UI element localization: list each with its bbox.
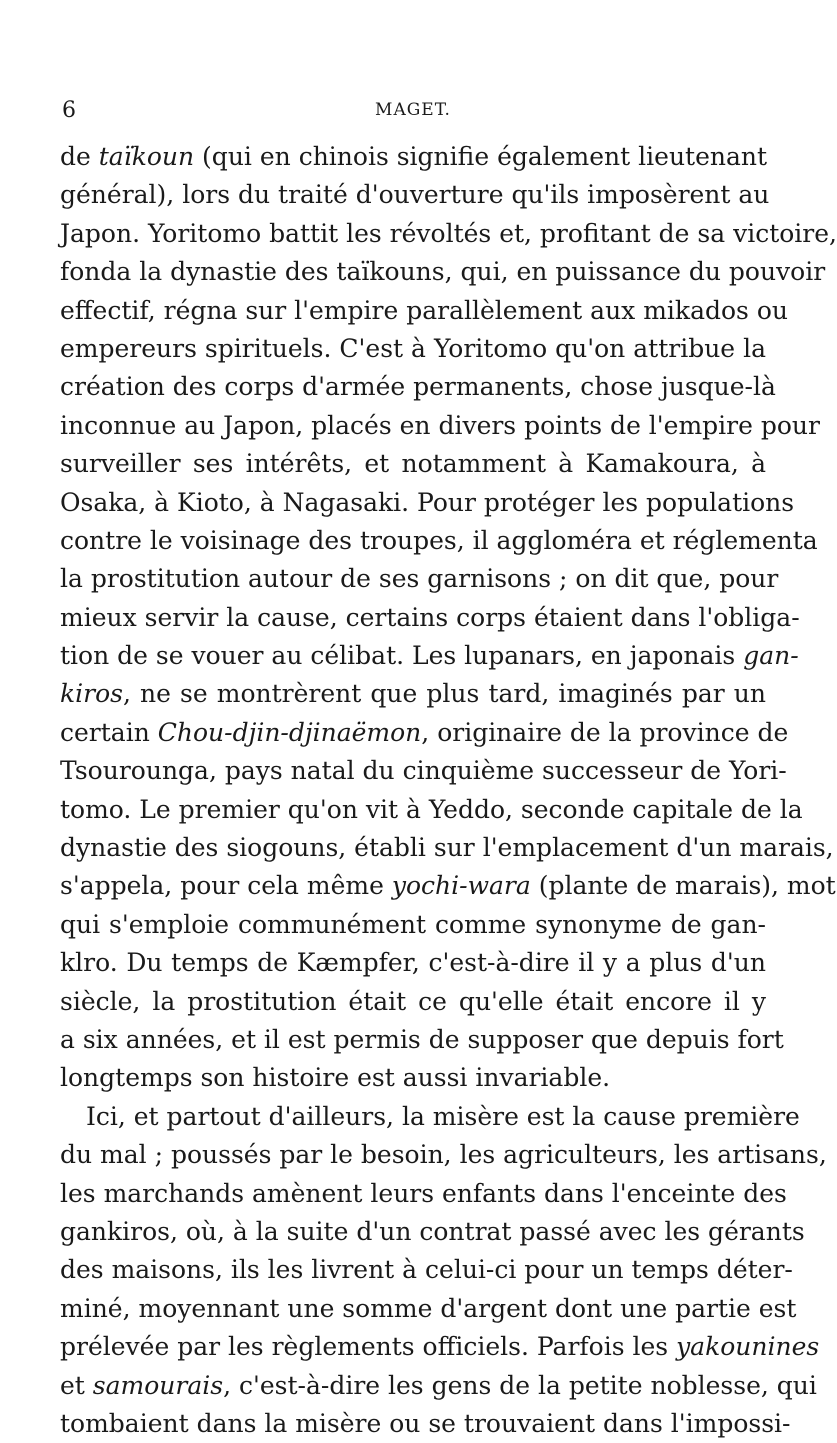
page-number: 6 [62,98,76,123]
text-line: effectif, régna sur l'empire parallèlement aux mikados ou [60,295,788,325]
text-line: de taïkoun (qui en chinois signifie également lieutenant [60,142,768,171]
text-line: tombaient dans la misère ou se trouvaient dans l'impossi- [60,1408,791,1438]
text-line: klro. Du temps de Kæmpfer, c'est-à-dire il y a plus d'un [60,948,766,978]
text-line: Ici, et partout d'ailleurs, la misère est la cause première [86,1101,800,1131]
text-line: création des corps d'armée permanents, chose jusque-là [60,372,776,402]
text-line: la prostitution autour de ses garnisons ; on dit que, pour [60,564,779,594]
text-line: empereurs spirituels. C'est à Yoritomo qu'on attribue la [60,333,766,363]
text-line: tion de se vouer au célibat. Les lupanars, en japonais gan- [60,641,799,671]
text-line: gankiros, où, à la suite d'un contrat passé avec les gérants [60,1216,805,1246]
text-line: Japon. Yoritomo battit les révoltés et, profitant de sa victoire, [60,218,837,248]
text-line: inconnue au Japon, placés en divers points de l'empire pour [60,410,820,440]
page-header [60,98,766,134]
text-line: et samourais, c'est-à-dire les gens de la petite noblesse, qui [60,1370,817,1400]
text-line: mieux servir la cause, certains corps étaient dans l'obliga- [60,602,800,632]
text-line: Osaka, à Kioto, à Nagasaki. Pour protéger les populations [60,487,795,517]
text-line: tomo. Le premier qu'on vit à Yeddo, seconde capitale de la [60,794,803,824]
text-line: qui s'emploie communément comme synonyme de gan- [60,909,766,939]
text-line: s'appela, pour cela même yochi-wara (plante de marais), mot [60,871,836,901]
text-line: siècle, la prostitution était ce qu'elle était encore il y [60,986,766,1016]
text-line: du mal ; poussés par le besoin, les agriculteurs, les artisans, [60,1140,827,1170]
text-line: Tsourounga, pays natal du cinquième successeur de Yori- [60,756,787,786]
text-line: kiros, ne se montrèrent que plus tard, imaginés par un [60,679,766,709]
text-line: surveiller ses intérêts, et notamment à Kamakoura, à [60,449,766,479]
running-head: MAGET. [375,100,451,120]
text-line: dynastie des siogouns, établi sur l'emplacement d'un marais, [60,833,834,863]
text-line: général), lors du traité d'ouverture qu'ils imposèrent au [60,180,770,210]
text-line: fonda la dynastie des taïkouns, qui, en puissance du pouvoir [60,257,826,287]
text-line: longtemps son histoire est aussi invariable. [60,1063,611,1093]
text-line: des maisons, ils les livrent à celui-ci pour un temps déter- [60,1255,793,1285]
text-line: certain Chou-djin-djinaëmon, originaire de la province de [60,717,789,747]
text-line: miné, moyennant une somme d'argent dont une partie est [60,1293,797,1323]
text-line: prélevée par les règlements officiels. Parfois les yakounines [60,1332,820,1362]
text-line: a six années, et il est permis de supposer que depuis fort [60,1024,784,1054]
text-line: les marchands amènent leurs enfants dans l'enceinte des [60,1178,787,1208]
body-text [60,138,837,1443]
text-line: contre le voisinage des troupes, il aggloméra et réglementa [60,525,818,555]
